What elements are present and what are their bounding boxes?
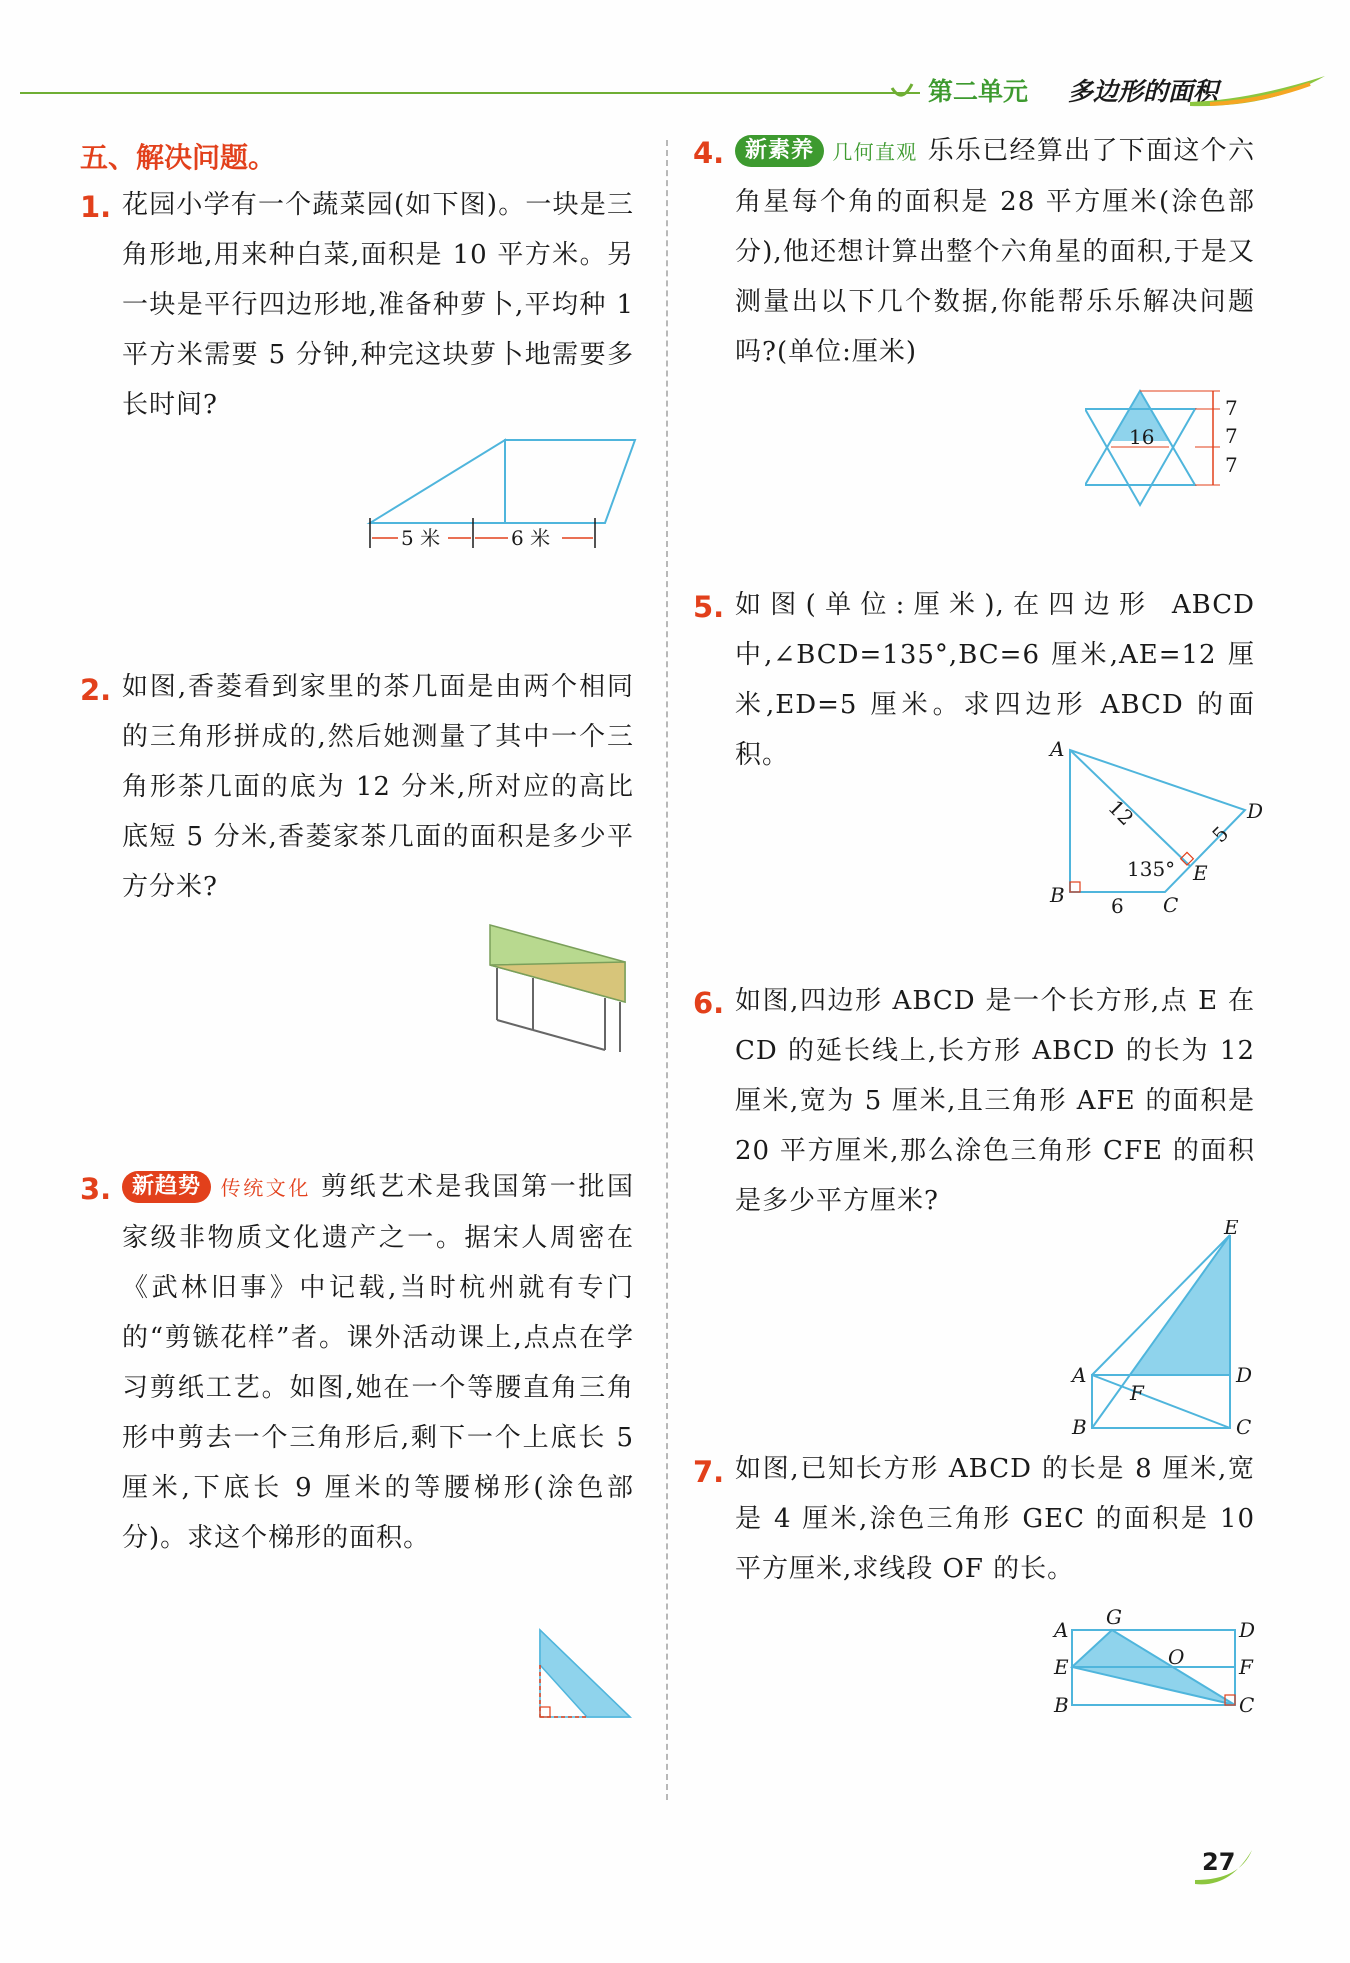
- q4-h2-label: 7: [1225, 424, 1238, 448]
- question-5-text: 如图(单位:厘米),在四边形 ABCD 中,∠BCD=135°,BC=6 厘米,AE=12 厘米,ED=5 厘米。求四边形 ABCD 的面积。: [735, 590, 1255, 770]
- q5-ae-length: 12: [1103, 795, 1139, 831]
- q6-label-d: D: [1236, 1363, 1253, 1387]
- topic-title: 多边形的面积: [1068, 77, 1219, 106]
- q6-label-f: F: [1130, 1381, 1144, 1405]
- q4-width-label: 16: [1129, 425, 1155, 449]
- q7-label-f: F: [1239, 1655, 1253, 1679]
- q6-label-c: C: [1236, 1415, 1252, 1439]
- new-trend-badge: 新趋势: [122, 1171, 211, 1203]
- question-7-number: 7.: [693, 1455, 725, 1489]
- question-1-number: 1.: [80, 190, 112, 224]
- q4-star-figure: [1085, 385, 1255, 510]
- q7-label-g: G: [1106, 1605, 1122, 1629]
- q5-ed-length: 5: [1207, 821, 1234, 848]
- q5-label-d: D: [1247, 799, 1264, 823]
- question-3-number: 3.: [80, 1172, 112, 1206]
- leaf-icon: [888, 78, 928, 108]
- question-3-text: 剪纸艺术是我国第一批国家级非物质文化遗产之一。据宋人周密在《武林旧事》中记载,当时杭州就有专门的“剪镞花样”者。课外活动课上,点点在学习剪纸工艺。如图,她在一个等腰直角三角形中剪去一个三角形后,剩下一个上底长 5 厘米,下底长 9 厘米的等腰梯形(涂色部分)。求这个梯形的面积。: [122, 1172, 634, 1553]
- q7-label-a: A: [1054, 1618, 1069, 1642]
- new-literacy-badge: 新素养: [735, 135, 824, 167]
- q7-label-d: D: [1239, 1618, 1256, 1642]
- q5-angle-label: 135°: [1127, 857, 1176, 881]
- question-7-text: 如图,已知长方形 ABCD 的长是 8 厘米,宽是 4 厘米,涂色三角形 GEC 的面积是 10 平方厘米,求线段 OF 的长。: [735, 1454, 1255, 1584]
- section-title: 五、解决问题。: [80, 141, 277, 174]
- q1-left-length: 5 米: [401, 526, 441, 550]
- q7-label-c: C: [1239, 1693, 1255, 1717]
- q5-label-c: C: [1163, 893, 1179, 917]
- unit-label: 第二单元: [928, 77, 1029, 106]
- page-number-leaf-icon: [1190, 1840, 1260, 1890]
- q1-garden-figure: [360, 430, 640, 560]
- question-1-text: 花园小学有一个蔬菜园(如下图)。一块是三角形地,用来种白菜,面积是 10 平方米。另一块是平行四边形地,准备种萝卜,平均种 1 平方米需要 5 分钟,种完这块萝卜地需要多长时间?: [122, 190, 634, 420]
- q6-label-e: E: [1224, 1220, 1239, 1239]
- q6-label-b: B: [1072, 1415, 1087, 1439]
- question-6-text: 如图,四边形 ABCD 是一个长方形,点 E 在 CD 的延长线上,长方形 ABCD 的长为 12 厘米,宽为 5 厘米,且三角形 AFE 的面积是 20 平方厘米,那么涂色三角形 CFE 的面积是多少平方厘米?: [735, 986, 1255, 1216]
- column-divider: [666, 140, 668, 1800]
- question-4-text: 乐乐已经算出了下面这个六角星每个角的面积是 28 平方厘米(涂色部分),他还想计算出整个六角星的面积,于是又测量出以下几个数据,你能帮乐乐解决问题吗?(单位:厘米): [735, 136, 1255, 367]
- question-4-number: 4.: [693, 136, 725, 170]
- question-2-text: 如图,香菱看到家里的茶几面是由两个相同的三角形拼成的,然后她测量了其中一个三角形茶几面的底为 12 分米,所对应的高比底短 5 分米,香菱家茶几面的面积是多少平方分米?: [122, 672, 634, 902]
- q4-h1-label: 7: [1225, 396, 1238, 420]
- q5-quadrilateral-figure: [1045, 740, 1265, 920]
- q6-rectangle-figure: [1060, 1220, 1260, 1450]
- q5-label-a: A: [1050, 740, 1065, 761]
- question-6-number: 6.: [693, 986, 725, 1020]
- q7-label-o: O: [1168, 1645, 1185, 1669]
- q7-rectangle-figure: [1050, 1600, 1260, 1725]
- q5-label-b: B: [1050, 883, 1065, 907]
- header-rule: [20, 92, 920, 94]
- question-4-text-block: [735, 126, 1255, 377]
- q7-label-b: B: [1054, 1693, 1069, 1717]
- geometry-tag: 几何直观: [832, 140, 918, 164]
- q1-right-length: 6 米: [511, 526, 551, 550]
- question-2-number: 2.: [80, 673, 112, 707]
- q6-label-a: A: [1072, 1363, 1087, 1387]
- q2-tea-table-figure: [485, 920, 635, 1060]
- question-5-number: 5.: [693, 590, 725, 624]
- q5-label-e: E: [1193, 861, 1208, 885]
- q5-bc-length: 6: [1111, 894, 1124, 918]
- swoosh-decoration-icon: [1190, 72, 1330, 112]
- culture-tag: 传统文化: [219, 1176, 312, 1200]
- q3-trapezoid-figure: [530, 1625, 640, 1725]
- q7-label-e: E: [1054, 1655, 1069, 1679]
- page-number: 27: [1202, 1848, 1236, 1876]
- q4-h3-label: 7: [1225, 453, 1238, 477]
- question-3-text-block: [122, 1162, 634, 1563]
